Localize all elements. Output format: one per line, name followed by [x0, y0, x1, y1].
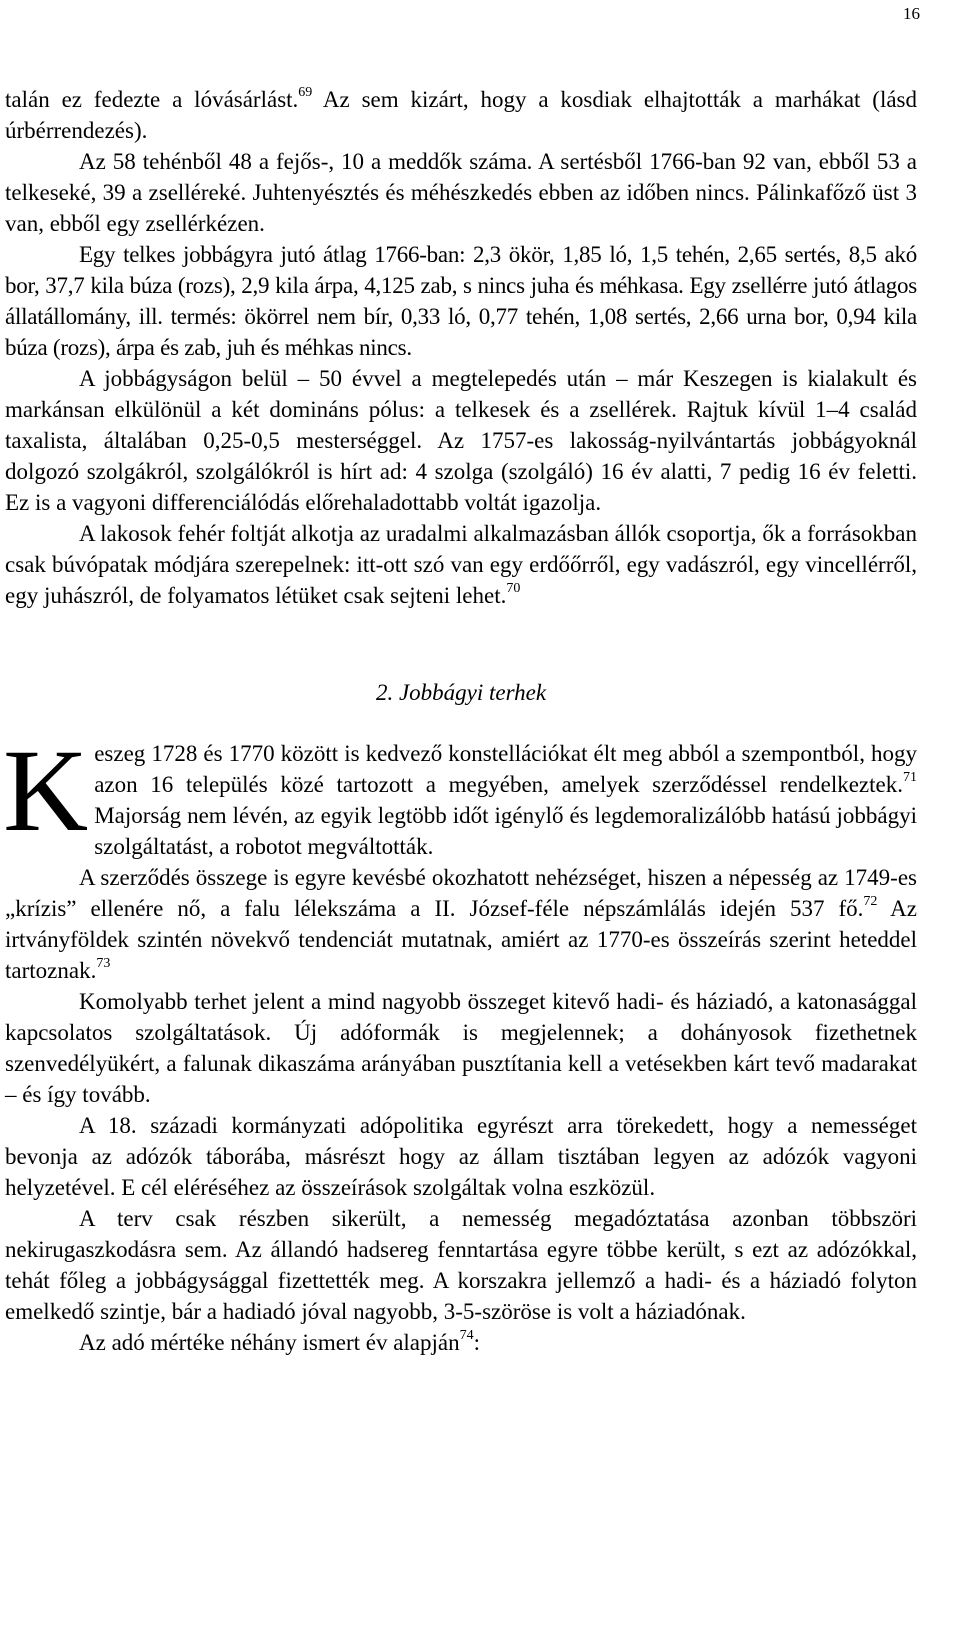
footnote-ref[interactable]: 73: [96, 956, 111, 972]
paragraph: [5, 862, 917, 986]
paragraph-text: A lakosok fehér foltját alkotja az uradalmi alkalmazásban állók csoportja, ők a forrásokban csak búvópatak módjára szerepelnek: itt-ott szó van egy erdőőrről, egy vadászról, egy vincellérről, egy juhászról, de folyamatos létüket csak sejteni lehet.: [5, 521, 917, 608]
paragraph-text: Az 58 tehénből 48 a fejős-, 10 a meddők száma. A sertésből 1766-ban 92 van, ebből 53 a telkeseké, 39 a zselléreké. Juhtenyésztés és méhészkedés ebben az időben nincs. Pálinkafőző üst 3 van, ebből egy zsellérkézen.: [5, 149, 917, 236]
paragraph: [5, 146, 917, 239]
footnote-ref[interactable]: 72: [863, 894, 878, 910]
paragraph: [5, 239, 917, 363]
paragraph-text: eszeg 1728 és 1770 között is kedvező konstellációkat élt meg abból a szempontból, hogy azon 16 település közé tartozott a megyében, amelyek szerződéssel rendelkeztek.: [94, 741, 917, 797]
paragraph-text: Az sem kizárt, hogy a kosdiak elhajtották a marhákat (lásd úrbérrendezés).: [5, 87, 918, 143]
paragraph: [5, 84, 917, 146]
paragraph-text: Egy telkes jobbágyra jutó átlag 1766-ban: 2,3 ökör, 1,85 ló, 1,5 tehén, 2,65 sertés, 8,5 akó bor, 37,7 kila búza (rozs), 2,9 kila árpa, 4,125 zab, s nincs juha és méhkasa. Egy zsellérre jutó átlagos állatállomány, ill. termés: ökörrel nem bír, 0,33 ló, 0,77 tehén, 1,08 sertés, 2,66 urna bor, 0,94 kila búza (rozs), árpa és zab, juh és méhkas nincs.: [5, 242, 917, 360]
paragraph: [5, 986, 917, 1110]
paragraph-text: :: [473, 1330, 481, 1355]
paragraph: [5, 363, 917, 518]
drop-cap: K: [3, 725, 89, 856]
paragraph-text: A szerződés összege is egyre kevésbé okozhatott nehézséget, hiszen a népesség az 1749-es „krízis” ellenére nő, a falu lélekszáma a II. József-féle népszámlálás idején 537 fő.: [5, 865, 917, 921]
paragraph: [5, 1203, 917, 1327]
paragraph: [3, 725, 917, 862]
footnote-ref[interactable]: 70: [506, 581, 521, 597]
paragraph: [5, 1327, 917, 1358]
paragraph-text: A jobbágyságon belül – 50 évvel a megtelepedés után – már Keszegen is kialakult és markánsan elkülönül a két domináns pólus: a telkesek és a zsellérek. Rajtuk kívül 1–4 család taxalista, általában 0,25-0,5 mesterséggel. Az 1757-es lakosság-nyilvántartás jobbágyoknál dolgozó szolgákról, szolgálókról is hírt ad: 4 szolga (szolgáló) 16 év alatti, 7 pedig 16 év feletti. Ez is a vagyoni differenciálódás előrehaladottabb voltát igazolja.: [5, 366, 917, 515]
paragraph-text: Majorság nem lévén, az egyik legtöbb időt igénylő és legdemoralizálóbb hatású jobbágyi szolgáltatást, a robotot megváltották.: [94, 803, 917, 859]
page-body: [5, 84, 917, 1358]
paragraph-text: Az adó mértéke néhány ismert év alapján: [79, 1330, 460, 1355]
paragraph-text: Az irtványföldek szintén növekvő tendenciát mutatnak, amiért az 1770-es összeírás szerint heteddel tartoznak.: [5, 896, 917, 983]
footnote-ref[interactable]: 69: [298, 85, 313, 101]
footnote-ref[interactable]: 71: [903, 770, 917, 786]
page-number: 16: [903, 4, 920, 23]
paragraph-text: A 18. századi kormányzati adópolitika egyrészt arra törekedett, hogy a nemességet bevonja az adózók táborába, másrészt hogy az állam tisztában legyen az adózók vagyoni helyzetével. E cél eléréséhez az összeírások szolgáltak volna eszközül.: [5, 1113, 917, 1200]
paragraph-text: talán ez fedezte a lóvásárlást.: [5, 87, 299, 112]
paragraph-text: A terv csak részben sikerült, a nemesség megadóztatása azonban többszöri nekirugaszkodásra sem. Az állandó hadsereg fenntartása egyre többe került, s ezt az adózókkal, tehát főleg a jobbágysággal fizettették meg. A korszakra jellemző a hadi- és a háziadó folyton emelkedő szintje, bár a hadiadó jóval nagyobb, 3-5-szöröse is volt a háziadónak.: [5, 1206, 917, 1324]
section-heading: 2. Jobbágyi terhek: [375, 680, 547, 705]
paragraph: [5, 518, 917, 611]
paragraph-text: Komolyabb terhet jelent a mind nagyobb összeget kitevő hadi- és háziadó, a katonasággal kapcsolatos szolgáltatások. Új adóformák is megjelennek; a dohányosok fizethetnek szenvedélyükért, a falunak dikaszáma arányában pusztítania kell a vetésekben kárt tevő madarakat – és így tovább.: [5, 989, 917, 1107]
footnote-ref[interactable]: 74: [459, 1328, 474, 1344]
paragraph: [5, 1110, 917, 1203]
